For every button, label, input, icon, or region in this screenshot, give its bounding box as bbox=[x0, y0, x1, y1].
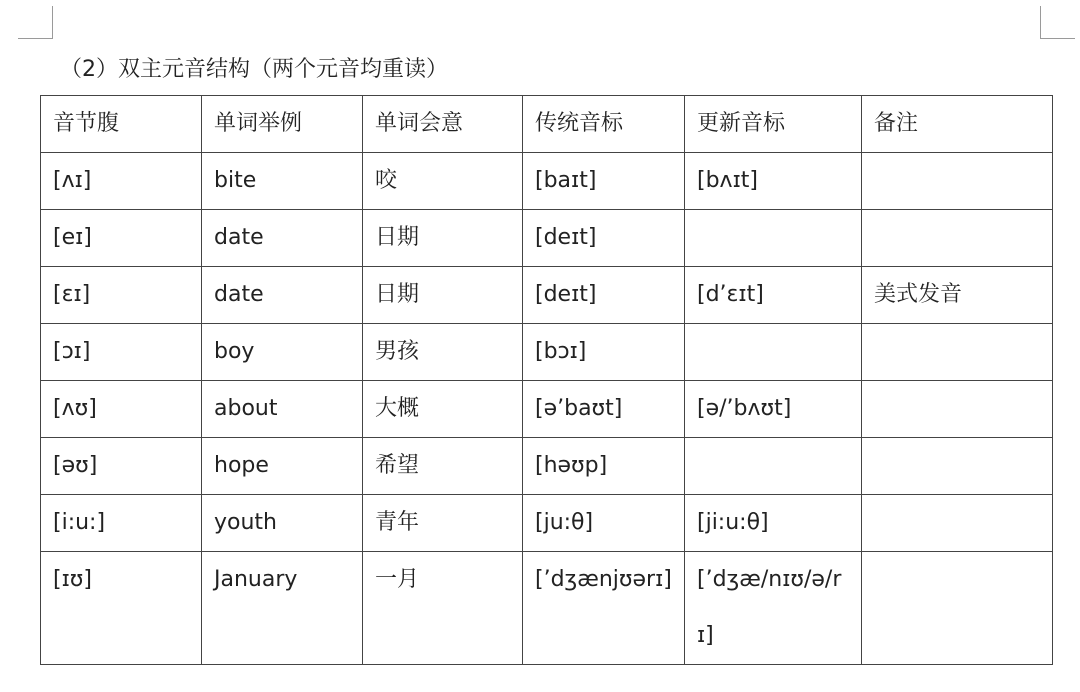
table-row bbox=[41, 381, 1053, 438]
table-cell: about bbox=[202, 381, 363, 438]
table-cell: [ji:u:θ] bbox=[685, 495, 862, 552]
table-cell: 男孩 bbox=[363, 324, 523, 381]
table-cell: boy bbox=[202, 324, 363, 381]
header-cell: 单词会意 bbox=[363, 96, 523, 153]
diphthong-table bbox=[40, 95, 1053, 665]
table-cell: [ʌɪ] bbox=[41, 153, 202, 210]
table-cell: [deɪt] bbox=[523, 210, 685, 267]
table-cell: [ə/’bʌʊt] bbox=[685, 381, 862, 438]
table-row bbox=[41, 210, 1053, 267]
table-cell bbox=[685, 438, 862, 495]
table-cell: youth bbox=[202, 495, 363, 552]
table-cell bbox=[862, 381, 1053, 438]
table-cell: January bbox=[202, 552, 363, 665]
header-cell: 备注 bbox=[862, 96, 1053, 153]
table-cell: [d’ɛɪt] bbox=[685, 267, 862, 324]
table-cell: [həʊp] bbox=[523, 438, 685, 495]
table-cell: [ɪʊ] bbox=[41, 552, 202, 665]
table-cell bbox=[685, 324, 862, 381]
table-cell: 美式发音 bbox=[862, 267, 1053, 324]
table-cell bbox=[685, 210, 862, 267]
table-cell: [bɔɪ] bbox=[523, 324, 685, 381]
table-cell bbox=[862, 153, 1053, 210]
table-cell bbox=[862, 495, 1053, 552]
table-cell: 日期 bbox=[363, 210, 523, 267]
page-corner-mark-left bbox=[18, 6, 53, 39]
page-corner-mark-right bbox=[1040, 6, 1075, 39]
section-heading: （2）双主元音结构（两个元音均重读） bbox=[60, 57, 448, 82]
table-row bbox=[41, 438, 1053, 495]
table-row bbox=[41, 153, 1053, 210]
table-cell bbox=[862, 210, 1053, 267]
table-cell: 一月 bbox=[363, 552, 523, 665]
table-cell: [ju:θ] bbox=[523, 495, 685, 552]
table-cell: [əʊ] bbox=[41, 438, 202, 495]
table-cell: 希望 bbox=[363, 438, 523, 495]
table-cell: [ʌʊ] bbox=[41, 381, 202, 438]
table-cell: [eɪ] bbox=[41, 210, 202, 267]
table-cell bbox=[862, 438, 1053, 495]
table-row bbox=[41, 495, 1053, 552]
table-header-row bbox=[41, 96, 1053, 153]
table-cell: [’dʒænjʊərɪ] bbox=[523, 552, 685, 665]
table-cell: date bbox=[202, 210, 363, 267]
table-cell bbox=[862, 324, 1053, 381]
table-cell: 大概 bbox=[363, 381, 523, 438]
table-cell: [ə’baʊt] bbox=[523, 381, 685, 438]
table-row bbox=[41, 324, 1053, 381]
table-cell: [bʌɪt] bbox=[685, 153, 862, 210]
table-cell: hope bbox=[202, 438, 363, 495]
header-cell: 单词举例 bbox=[202, 96, 363, 153]
table-cell: 日期 bbox=[363, 267, 523, 324]
header-cell: 传统音标 bbox=[523, 96, 685, 153]
table-row bbox=[41, 267, 1053, 324]
table-cell: date bbox=[202, 267, 363, 324]
table-cell bbox=[862, 552, 1053, 665]
table-row bbox=[41, 552, 1053, 665]
table-cell: 青年 bbox=[363, 495, 523, 552]
table-cell: bite bbox=[202, 153, 363, 210]
table-cell: 咬 bbox=[363, 153, 523, 210]
table-cell: [deɪt] bbox=[523, 267, 685, 324]
header-cell: 音节腹 bbox=[41, 96, 202, 153]
table-cell: [baɪt] bbox=[523, 153, 685, 210]
table-cell: [’dʒæ/nɪʊ/ə/rɪ] bbox=[685, 552, 862, 665]
table-cell: [i:u:] bbox=[41, 495, 202, 552]
header-cell: 更新音标 bbox=[685, 96, 862, 153]
table-cell: [ɛɪ] bbox=[41, 267, 202, 324]
table-cell: [ɔɪ] bbox=[41, 324, 202, 381]
